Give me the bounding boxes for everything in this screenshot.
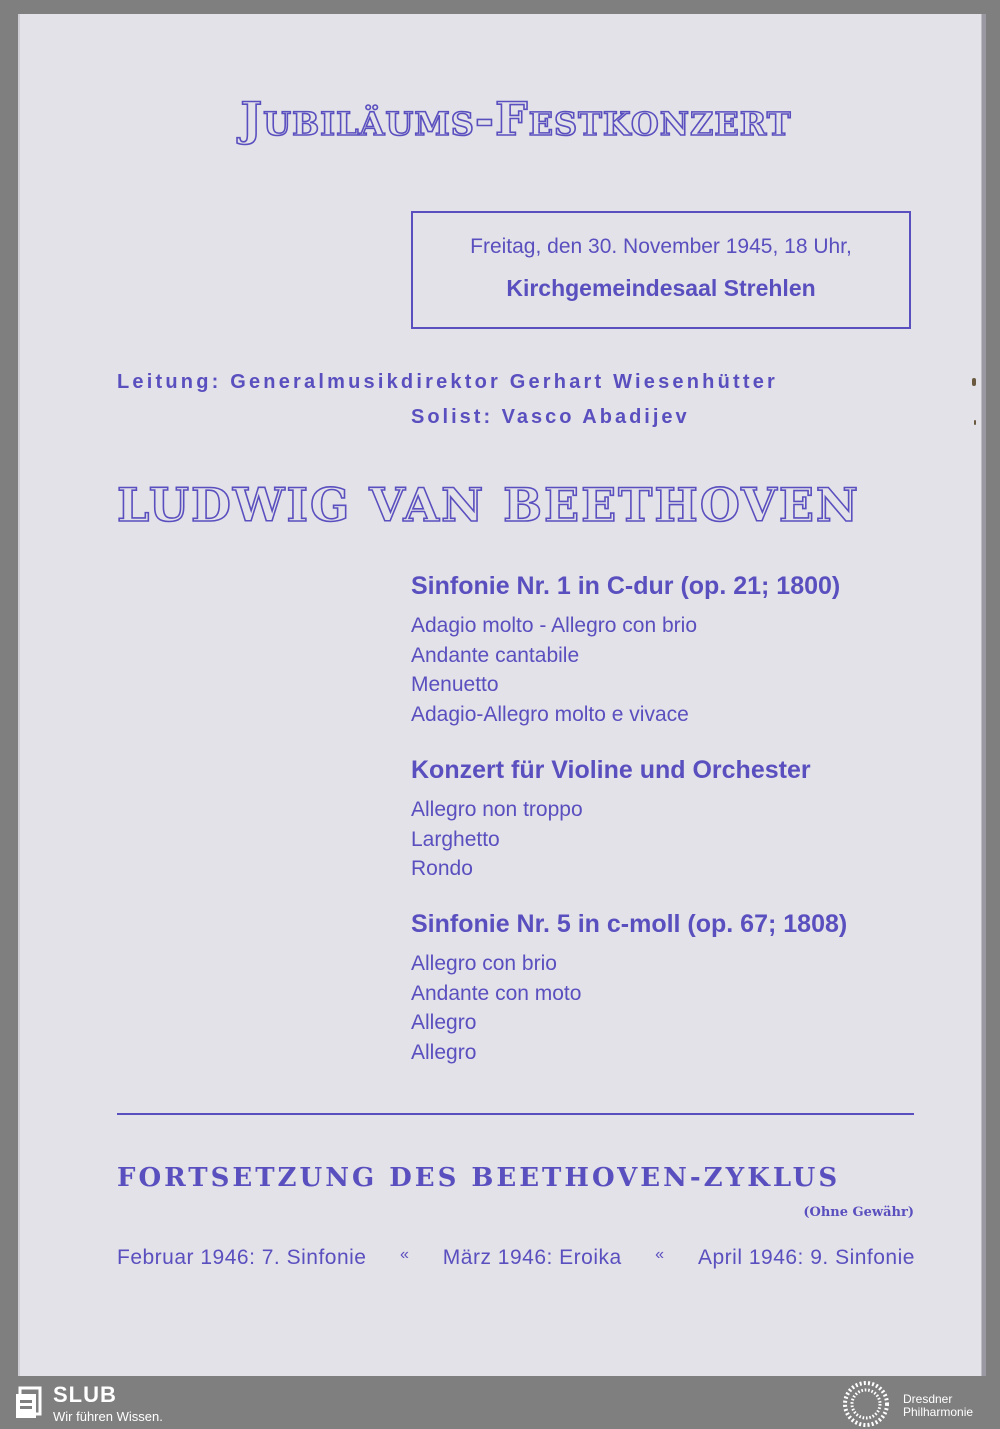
concert-title: Jubiläums-Festkonzert (240, 92, 792, 146)
continuation-schedule (117, 1246, 915, 1270)
movement: Adagio-Allegro molto e vivace (411, 702, 689, 726)
movement-list (411, 611, 840, 729)
work-block (411, 910, 847, 1067)
event-date: Freitag, den 30. November 1945, 18 Uhr, (470, 235, 852, 258)
composer-name: LUDWIG VAN BEETHOVEN (117, 478, 860, 532)
movement: Adagio molto - Allegro con brio (411, 614, 697, 637)
event-venue: Kirchgemeindesaal Strehlen (506, 275, 816, 301)
movement-list (411, 795, 811, 884)
conductor-line: Leitung: Generalmusikdirektor Gerhart Wiesenhütter (117, 371, 779, 393)
work-title: Sinfonie Nr. 5 in c-moll (op. 67; 1808) (411, 910, 848, 938)
slub-name[interactable]: SLUB (53, 1382, 117, 1407)
movement: Allegro (411, 1011, 477, 1034)
divider-rule (117, 1113, 914, 1115)
margin-mark (972, 378, 976, 386)
movement: Allegro con brio (411, 952, 557, 975)
schedule-separator: « (655, 1246, 665, 1263)
work-title: Konzert für Violine und Orchester (411, 756, 811, 784)
work-title: Sinfonie Nr. 1 in C-dur (op. 21; 1800) (411, 572, 841, 600)
work-block (411, 756, 811, 884)
margin-mark (974, 420, 976, 425)
slub-tagline: Wir führen Wissen. (53, 1409, 163, 1424)
movement: Allegro non troppo (411, 798, 583, 821)
movement: Menuetto (411, 673, 499, 696)
philharmonie-name-line1: Dresdner (903, 1392, 953, 1406)
schedule-item: Februar 1946: 7. Sinfonie (117, 1246, 367, 1269)
philharmonie-name[interactable] (903, 1393, 973, 1419)
philharmonie-logo-icon[interactable] (843, 1381, 889, 1427)
continuation-heading: FORTSETZUNG DES BEETHOVEN-ZYKLUS (117, 1163, 841, 1193)
philharmonie-name-line2: Philharmonie (903, 1405, 974, 1419)
sheet-edge (982, 14, 986, 1376)
slub-logo-icon[interactable] (14, 1386, 44, 1420)
disclaimer-note: (Ohne Gewähr) (803, 1205, 914, 1220)
movement: Andante con moto (411, 981, 582, 1005)
schedule-item: März 1946: Eroika (442, 1246, 622, 1269)
soloist-line: Solist: Vasco Abadijev (411, 406, 690, 428)
event-box (411, 211, 911, 329)
work-block (411, 572, 840, 729)
movement: Allegro (411, 1040, 477, 1064)
schedule-separator: « (399, 1246, 410, 1263)
movement: Larghetto (411, 827, 500, 851)
movement: Andante cantabile (411, 643, 580, 667)
movement: Rondo (411, 857, 473, 880)
footer-bar (0, 1378, 1000, 1429)
schedule-item: April 1946: 9. Sinfonie (697, 1246, 915, 1269)
movement-list (411, 949, 847, 1067)
